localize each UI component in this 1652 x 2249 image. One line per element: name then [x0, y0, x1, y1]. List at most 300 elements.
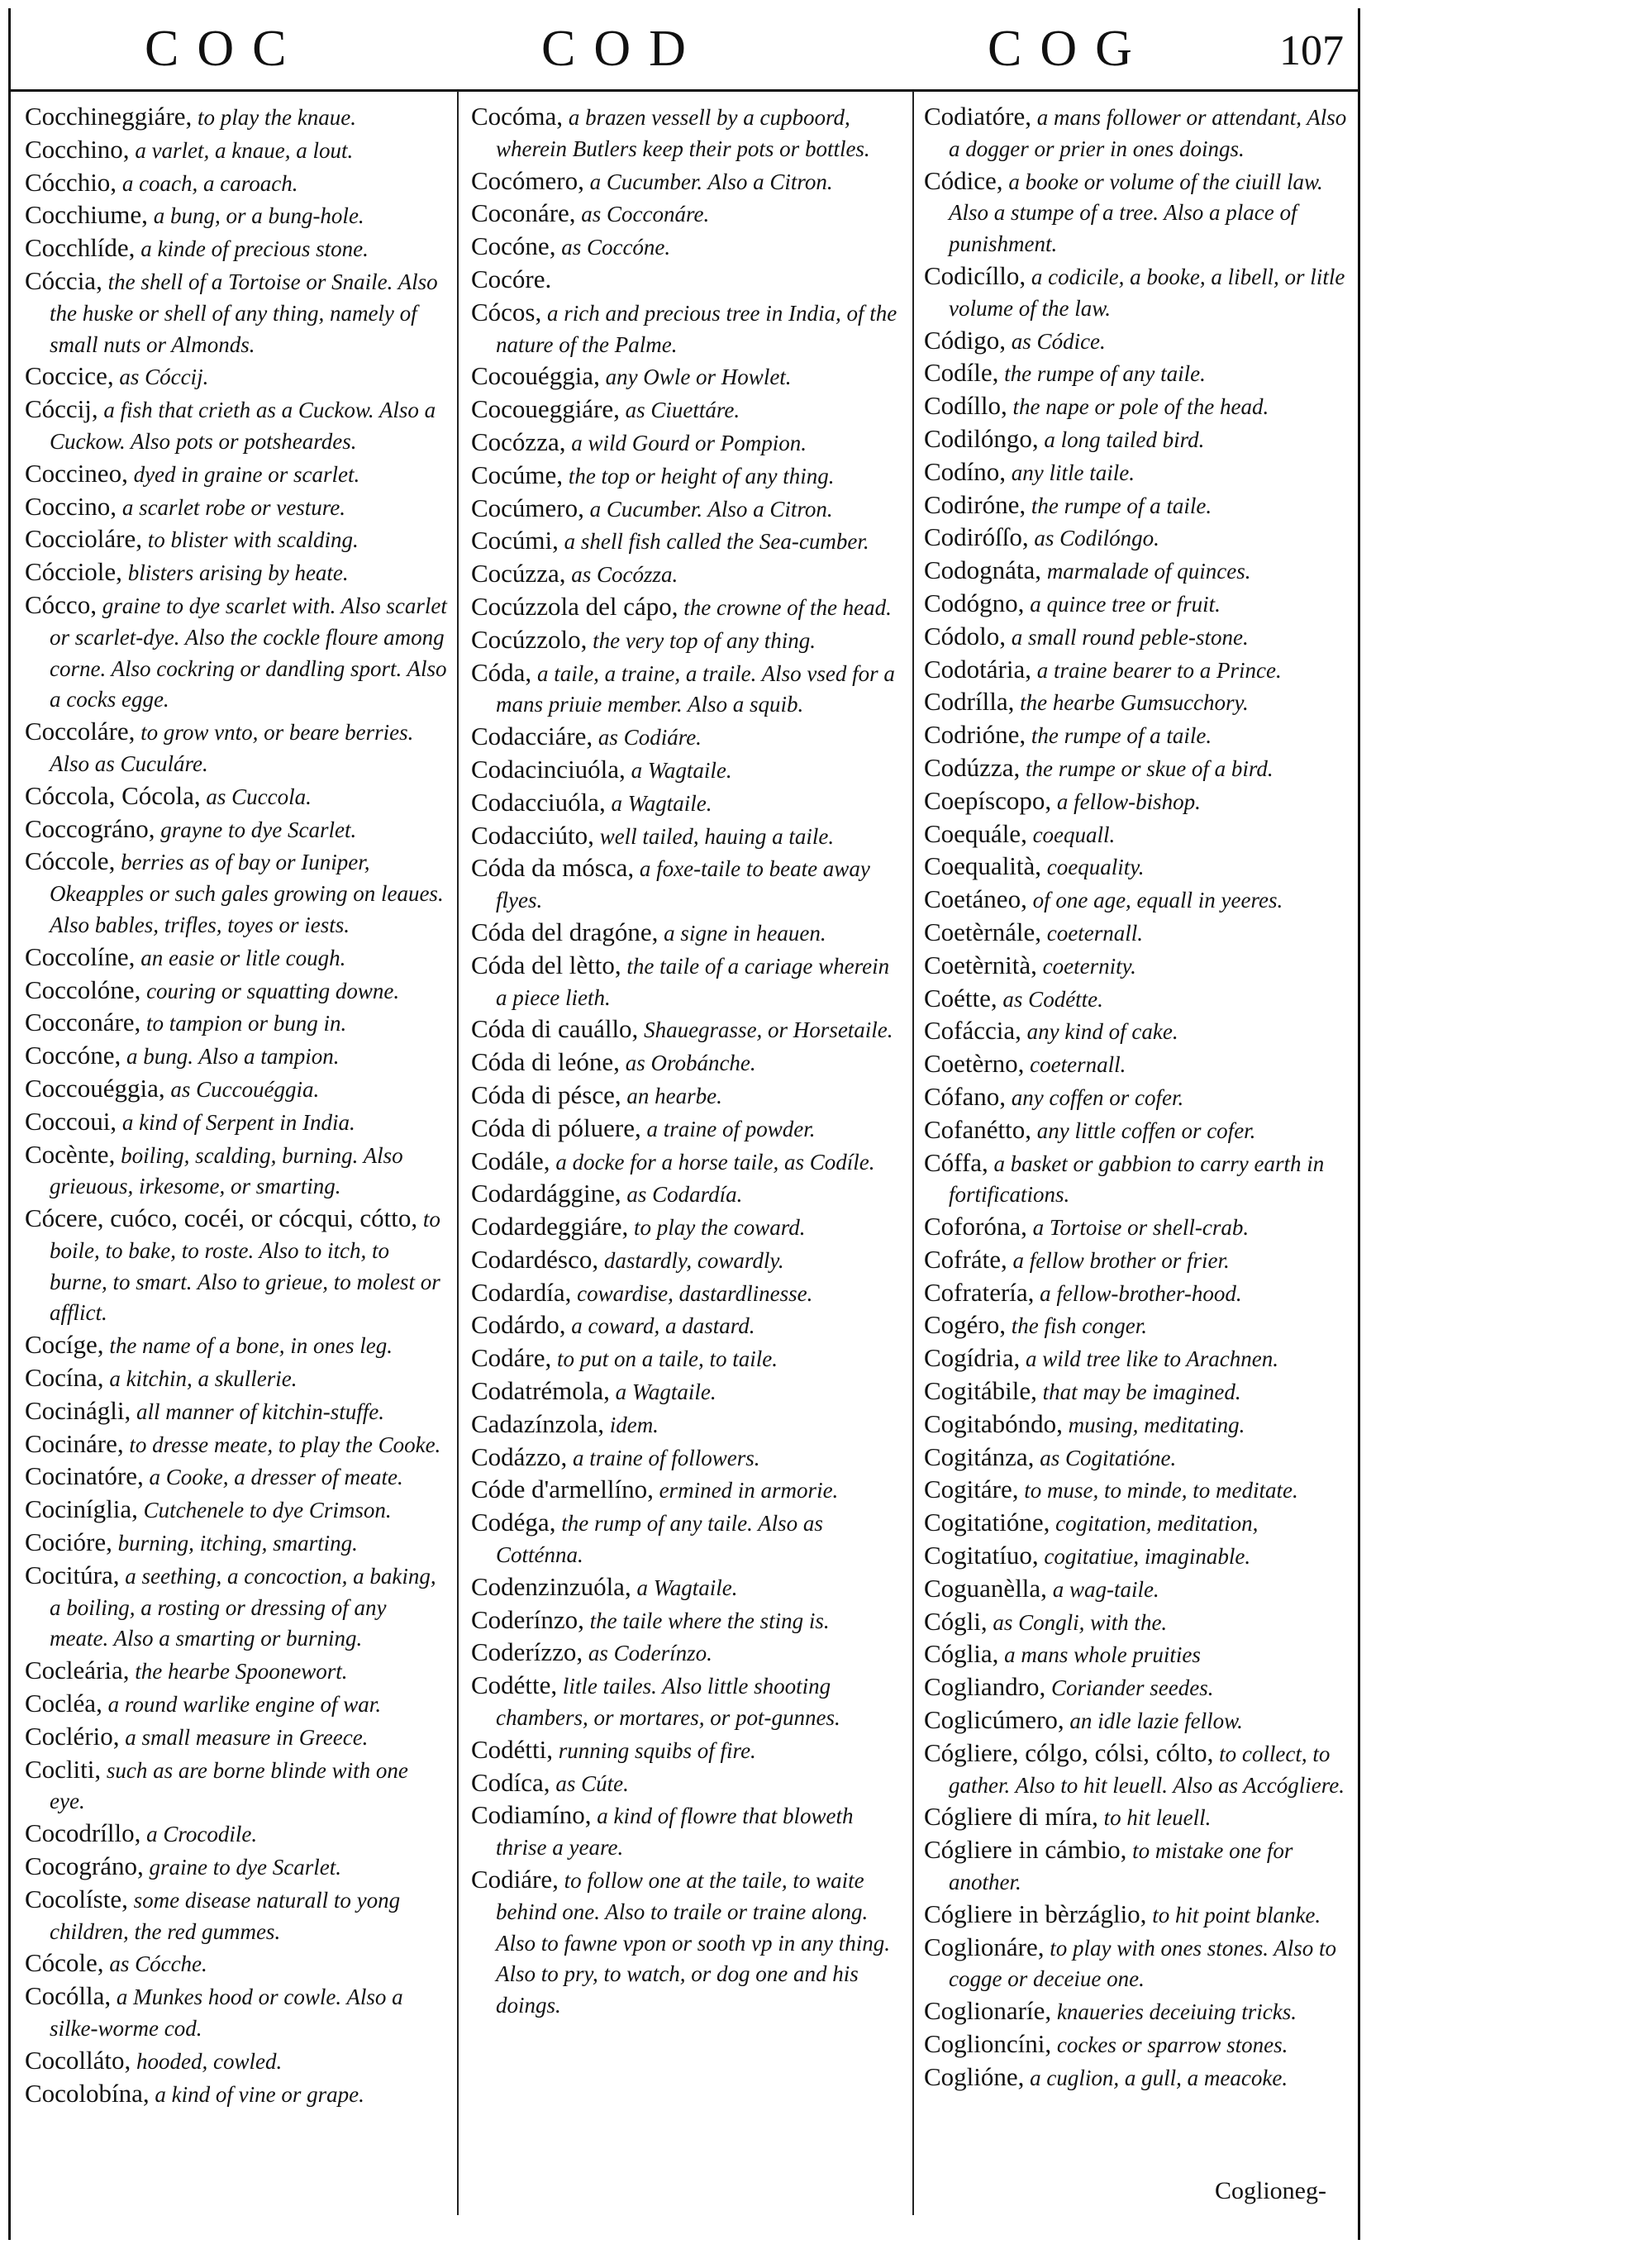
- headword: Coccouéggia,: [25, 1073, 165, 1103]
- definition: knaueries deceiuing tricks.: [1056, 1999, 1297, 2025]
- headword: Cocchino,: [25, 134, 130, 164]
- definition: as Cúte.: [555, 1770, 629, 1796]
- definition: a small round peble-stone.: [1011, 624, 1249, 650]
- definition: running squibs of fire.: [558, 1737, 756, 1763]
- definition: Cutchenele to dye Crimson.: [143, 1498, 392, 1523]
- dictionary-entry: [471, 1441, 901, 1475]
- definition: berries as of bay or Iuniper, Okeapples or such gales growing on leaues. Also bables, trifles, toyes or iests.: [50, 850, 444, 937]
- headword: Coconáre,: [471, 198, 576, 228]
- headword: Códe d'armellíno,: [471, 1475, 654, 1504]
- dictionary-entry: [924, 1638, 1350, 1671]
- dictionary-entry: [471, 917, 901, 950]
- headword: Codógno,: [924, 588, 1025, 617]
- dictionary-entry: [471, 787, 901, 820]
- headword: Cogitábile,: [924, 1376, 1037, 1406]
- definition: a mans follower or attendant, Also a dogger or prier in ones doings.: [949, 105, 1347, 161]
- dictionary-entry: [25, 941, 448, 974]
- definition: to play the knaue.: [198, 105, 356, 130]
- headword: Cogitáre,: [924, 1475, 1019, 1504]
- definition: a shell fish called the Sea-cumber.: [564, 529, 869, 555]
- definition: a Cooke, a dresser of meate.: [149, 1465, 403, 1490]
- headword: Coccolóne,: [25, 974, 141, 1004]
- definition: the hearbe Spoonewort.: [135, 1659, 348, 1684]
- headword: Cocúmi,: [471, 526, 559, 555]
- definition: a Cucumber. Also a Citron.: [589, 496, 833, 522]
- definition: to follow one at the taile, to waite behind one. Also to traile or traine along. Also to fawne vpon or sooth vp in any thing. Also to pry, to watch, or dog one and his doings.: [496, 1868, 890, 2018]
- column-3: [924, 101, 1350, 2217]
- dictionary-entry: [924, 1441, 1350, 1475]
- dictionary-entry: [924, 1540, 1350, 1573]
- definition: to dresse meate, to play the Cooke.: [129, 1432, 441, 1457]
- running-head-right: COG: [988, 21, 1150, 77]
- headword: Coccino,: [25, 491, 117, 521]
- definition: hooded, cowled.: [136, 2048, 283, 2074]
- definition: as Cócche.: [109, 1951, 207, 1977]
- headword: Cogliandro,: [924, 1672, 1046, 1702]
- headword: Coccóne,: [25, 1041, 121, 1070]
- dictionary-entry: [25, 1754, 448, 1818]
- definition: as Cóccij.: [119, 365, 209, 390]
- dictionary-entry: [924, 1048, 1350, 1081]
- dictionary-entry: [25, 1947, 448, 1980]
- dictionary-entry: [471, 1734, 901, 1767]
- dictionary-entry: [471, 1342, 901, 1375]
- definition: a scarlet robe or vesture.: [121, 494, 346, 520]
- headword: Cocíge,: [25, 1330, 104, 1360]
- headword: Cogitatióne,: [924, 1508, 1050, 1537]
- headword: Cocitúra,: [25, 1560, 120, 1589]
- dictionary-entry: [924, 555, 1350, 588]
- headword: Cocúme,: [471, 460, 564, 489]
- definition: an idle lazie fellow.: [1069, 1708, 1243, 1734]
- headword: Codiáre,: [471, 1865, 559, 1894]
- definition: the shell of a Tortoise or Snaile. Also the huske or shell of any thing, namely of small nuts or Almonds.: [50, 269, 438, 357]
- definition: a Wagtaile.: [615, 1379, 717, 1405]
- definition: a brazen vessell by a cupboord, wherein Butlers keep their pots or bottles.: [496, 105, 870, 161]
- definition: the nape or pole of the head.: [1012, 394, 1269, 420]
- headword: Codíca,: [471, 1767, 550, 1797]
- dictionary-entry: [471, 558, 901, 591]
- headword: Coglicúmero,: [924, 1705, 1064, 1735]
- dictionary-entry: [471, 624, 901, 657]
- definition: any Owle or Howlet.: [605, 365, 792, 390]
- headword: Cocúmero,: [471, 493, 584, 522]
- dictionary-entry: [471, 101, 901, 165]
- headword: Codrióne,: [924, 720, 1026, 750]
- headword: Cógliere di míra,: [924, 1802, 1098, 1832]
- headword: Coccioláre,: [25, 524, 143, 554]
- headword: Coetèrnále,: [924, 917, 1042, 946]
- definition: the fish conger.: [1011, 1313, 1147, 1339]
- headword: Codatrémola,: [471, 1376, 610, 1406]
- definition: a signe in heauen.: [664, 920, 826, 946]
- headword: Coetèrno,: [924, 1049, 1025, 1079]
- definition: a Crocodile.: [146, 1822, 258, 1847]
- headword: Coepíscopo,: [924, 785, 1052, 815]
- page-number: 107: [1279, 27, 1344, 74]
- headword: Código,: [924, 325, 1007, 355]
- dictionary-entry: [471, 754, 901, 787]
- column-rule: [457, 91, 459, 2215]
- definition: a round warlike engine of war.: [107, 1692, 382, 1718]
- dictionary-entry: [25, 1106, 448, 1139]
- dictionary-entry: [25, 2045, 448, 2078]
- headword: Cóglia,: [924, 1639, 999, 1669]
- dictionary-entry: [25, 846, 448, 941]
- dictionary-entry: [924, 1342, 1350, 1375]
- dictionary-entry: [471, 297, 901, 361]
- definition: to hit point blanke.: [1152, 1902, 1321, 1927]
- headword: Cocográno,: [25, 1851, 144, 1881]
- headword: Cocolláto,: [25, 2045, 131, 2075]
- definition: Coriander seedes.: [1051, 1675, 1214, 1701]
- dictionary-entry: [924, 818, 1350, 851]
- definition: a small measure in Greece.: [125, 1724, 369, 1750]
- running-head-left: COC: [145, 21, 305, 77]
- dictionary-entry: [471, 1408, 901, 1441]
- headword: Cocózza,: [471, 426, 566, 456]
- headword: Códolo,: [924, 621, 1007, 650]
- dictionary-entry: [471, 1244, 901, 1277]
- headword: Codúzza,: [924, 752, 1021, 782]
- dictionary-entry: [471, 1277, 901, 1310]
- headword: Codenzinzuóla,: [471, 1571, 631, 1601]
- headword: Cocolíste,: [25, 1884, 128, 1913]
- headword: Codíno,: [924, 456, 1007, 486]
- definition: a bung, or a bung-hole.: [153, 203, 364, 229]
- column-2: [471, 101, 901, 2217]
- dictionary-entry: [25, 1655, 448, 1688]
- dictionary-entry: [471, 231, 901, 264]
- headword: Códa del dragóne,: [471, 917, 659, 946]
- definition: a kind of flowre that bloweth thrise a yeare.: [496, 1803, 854, 1861]
- headword: Coequalità,: [924, 851, 1042, 881]
- headword: Cócos,: [471, 297, 542, 326]
- headword: Cocchlíde,: [25, 233, 136, 263]
- dictionary-entry: [471, 1178, 901, 1211]
- headword: Cógliere in cámbio,: [924, 1835, 1127, 1865]
- headword: Codardeggiáre,: [471, 1212, 629, 1241]
- definition: a wag-taile.: [1052, 1576, 1159, 1602]
- headword: Cóccia,: [25, 265, 102, 295]
- headword: Codacciáre,: [471, 722, 593, 751]
- dictionary-entry: [924, 719, 1350, 752]
- headword: Cocína,: [25, 1363, 104, 1393]
- headword: Cogídria,: [924, 1343, 1021, 1373]
- definition: the top or height of any thing.: [568, 463, 835, 488]
- definition: as Cuccouéggia.: [170, 1076, 320, 1102]
- dictionary-entry: [25, 1395, 448, 1428]
- definition: a Munkes hood or cowle. Also a silke-worme cod.: [50, 1985, 403, 2042]
- definition: a booke or volume of the ciuill law. Also a stumpe of a tree. Also a place of punishment.: [949, 169, 1323, 257]
- definition: a seething, a concoction, a baking, a boiling, a rosting or dressing of any meate. Also a smarting or burning.: [50, 1563, 436, 1651]
- definition: coeternall.: [1030, 1052, 1126, 1078]
- headword: Cóffa,: [924, 1147, 988, 1177]
- headword: Codále,: [471, 1146, 550, 1175]
- definition: to blister with scalding.: [147, 527, 359, 553]
- dictionary-entry: [471, 657, 901, 722]
- headword: Codárdo,: [471, 1310, 566, 1340]
- dictionary-entry: [471, 950, 901, 1014]
- dictionary-entry: [924, 357, 1350, 390]
- headword: Cocúzzola del cápo,: [471, 591, 678, 621]
- definition: a foxe-taile to beate away flyes.: [496, 856, 870, 913]
- headword: Cadazínzola,: [471, 1408, 604, 1438]
- dictionary-entry: [924, 2028, 1350, 2061]
- definition: coequality.: [1046, 855, 1145, 880]
- dictionary-entry: [471, 721, 901, 754]
- definition: dyed in graine or scarlet.: [133, 461, 360, 487]
- definition: any little coffen or cofer.: [1036, 1117, 1256, 1143]
- definition: a traine bearer to a Prince.: [1036, 657, 1282, 683]
- headword: Cocúzzolo,: [471, 624, 588, 654]
- definition: a kinde of precious stone.: [140, 236, 369, 262]
- definition: some disease naturall to yong children, the red gummes.: [50, 1887, 401, 1944]
- definition: to tampion or bung in.: [146, 1011, 347, 1036]
- dictionary-entry: [924, 621, 1350, 654]
- dictionary-entry: [25, 393, 448, 458]
- dictionary-entry: [471, 1864, 901, 2022]
- dictionary-entry: [471, 1604, 901, 1637]
- definition: boiling, scalding, burning. Also grieuous, irkesome, or smarting.: [50, 1142, 403, 1199]
- headword: Códa del lètto,: [471, 950, 621, 979]
- dictionary-entry: [471, 1309, 901, 1342]
- dictionary-entry: [924, 1081, 1350, 1114]
- dictionary-entry: [25, 813, 448, 846]
- definition: as Orobánche.: [625, 1051, 756, 1076]
- dictionary-entry: [25, 974, 448, 1008]
- dictionary-entry: [25, 1073, 448, 1106]
- dictionary-entry: [924, 1244, 1350, 1277]
- definition: as Congli, with the.: [993, 1609, 1168, 1635]
- headword: Codicíllo,: [924, 260, 1026, 290]
- headword: Codognáta,: [924, 555, 1042, 585]
- definition: a bung. Also a tampion.: [126, 1044, 340, 1070]
- headword: Cocoueggiáre,: [471, 394, 620, 424]
- headword: Codétte,: [471, 1670, 558, 1700]
- definition: any coffen or cofer.: [1011, 1084, 1184, 1110]
- definition: to put on a taile, to taile.: [557, 1346, 778, 1372]
- dictionary-entry: [25, 1203, 448, 1329]
- headword: Cocináre,: [25, 1428, 124, 1458]
- definition: a traine of followers.: [572, 1445, 760, 1470]
- dictionary-entry: [924, 423, 1350, 456]
- definition: cogitatiue, imaginable.: [1044, 1544, 1251, 1570]
- dictionary-entry: [25, 1721, 448, 1754]
- definition: litle tailes. Also little shooting chambers, or mortares, or pot-gunnes.: [496, 1674, 840, 1731]
- dictionary-entry: [471, 1571, 901, 1604]
- definition: to grow vnto, or beare berries. Also as Cuculáre.: [50, 720, 414, 776]
- dictionary-entry: [924, 1211, 1350, 1244]
- headword: Cocconáre,: [25, 1008, 141, 1037]
- dictionary-entry: [25, 491, 448, 524]
- definition: the rump of any taile. Also as Cotténna.: [496, 1511, 823, 1568]
- dictionary-entry: [471, 264, 901, 297]
- headword: Codacinciuóla,: [471, 754, 626, 784]
- dictionary-entry: [924, 785, 1350, 818]
- dictionary-entry: [924, 1834, 1350, 1899]
- dictionary-entry: [25, 1460, 448, 1494]
- headword: Códa di cauállo,: [471, 1014, 639, 1044]
- dictionary-entry: [924, 1995, 1350, 2028]
- headword: Codázzo,: [471, 1441, 568, 1471]
- dictionary-entry: [924, 1375, 1350, 1408]
- headword: Coccoláre,: [25, 717, 136, 746]
- dictionary-entry: [25, 1007, 448, 1040]
- headword: Cócere, cuóco, cocéi, or cócqui, cótto,: [25, 1203, 418, 1233]
- dictionary-entry: [924, 1408, 1350, 1441]
- headword: Codiatóre,: [924, 102, 1031, 131]
- dictionary-entry: [471, 591, 901, 624]
- dictionary-entry: [25, 167, 448, 200]
- column-rule: [912, 91, 914, 2215]
- dictionary-entry: [25, 101, 448, 134]
- definition: the name of a bone, in ones leg.: [109, 1333, 393, 1359]
- dictionary-entry: [25, 1527, 448, 1560]
- headword: Cógli,: [924, 1606, 988, 1636]
- definition: as Códice.: [1011, 328, 1106, 354]
- definition: such as are borne blinde with one eye.: [50, 1757, 408, 1814]
- dictionary-entry: [25, 265, 448, 360]
- header-rule: [8, 89, 1358, 92]
- definition: coequall.: [1032, 822, 1116, 847]
- definition: a fellow brother or frier.: [1012, 1247, 1230, 1273]
- dictionary-entry: [924, 1671, 1350, 1704]
- headword: Coglionáre,: [924, 1932, 1045, 1961]
- headword: Cocodríllo,: [25, 1818, 141, 1848]
- headword: Codacciúto,: [471, 820, 594, 850]
- definition: the very top of any thing.: [593, 627, 816, 653]
- headword: Coderínzo,: [471, 1604, 584, 1634]
- dictionary-entry: [924, 390, 1350, 423]
- dictionary-entry: [924, 1932, 1350, 1996]
- headword: Cofáccia,: [924, 1016, 1021, 1046]
- definition: as Cocconáre.: [581, 202, 710, 227]
- definition: a kind of vine or grape.: [155, 2081, 364, 2107]
- headword: Codéga,: [471, 1508, 556, 1537]
- dictionary-entry: [471, 525, 901, 558]
- headword: Coetèrnità,: [924, 950, 1037, 979]
- headword: Cocinágli,: [25, 1395, 131, 1425]
- headword: Cóccij,: [25, 394, 98, 424]
- dictionary-entry: [25, 589, 448, 716]
- dictionary-entry: [25, 360, 448, 393]
- definition: cockes or sparrow stones.: [1056, 2032, 1288, 2058]
- headword: Codardía,: [471, 1277, 572, 1307]
- headword: Coequále,: [924, 818, 1027, 848]
- definition: a coward, a dastard.: [571, 1313, 755, 1339]
- dictionary-entry: [924, 1507, 1350, 1540]
- definition: graine to dye scarlet with. Also scarlet or scarlet-dye. Also the cockle floure among corne. Also cockring or dandling sport. Also a cocks egge.: [50, 593, 447, 712]
- headword: Códa di póluere,: [471, 1113, 641, 1142]
- headword: Cocleária,: [25, 1656, 130, 1685]
- definition: a codicile, a booke, a libell, or litle volume of the law.: [949, 264, 1345, 321]
- catchword: Coglioneg-: [1215, 2177, 1326, 2204]
- dictionary-entry: [924, 950, 1350, 983]
- headword: Códice,: [924, 165, 1003, 195]
- dictionary-entry: [924, 588, 1350, 621]
- headword: Coforóna,: [924, 1212, 1027, 1241]
- definition: coeternall.: [1046, 920, 1143, 946]
- definition: the hearbe Gumsucchory.: [1020, 690, 1249, 716]
- headword: Cóccole,: [25, 846, 116, 876]
- dictionary-entry: [471, 1079, 901, 1113]
- dictionary-entry: [924, 101, 1350, 165]
- definition: musing, meditating.: [1068, 1412, 1245, 1437]
- definition: the rumpe or skue of a bird.: [1025, 755, 1274, 781]
- headword: Codíllo,: [924, 391, 1007, 421]
- dictionary-entry: [924, 1899, 1350, 1932]
- dictionary-entry: [924, 325, 1350, 358]
- definition: cogitation, meditation,: [1055, 1511, 1259, 1537]
- dictionary-entry: [25, 1139, 448, 1203]
- definition: as Cocózza.: [571, 562, 678, 588]
- definition: couring or squatting downe.: [146, 978, 400, 1003]
- definition: graine to dye Scarlet.: [149, 1855, 341, 1880]
- dictionary-entry: [924, 522, 1350, 555]
- dictionary-entry: [25, 199, 448, 232]
- definition: a wild tree like to Arachnen.: [1026, 1346, 1278, 1372]
- dictionary-entry: [924, 917, 1350, 950]
- dictionary-entry: [25, 1040, 448, 1073]
- headword: Cocènte,: [25, 1139, 116, 1169]
- definition: any litle taile.: [1011, 460, 1135, 485]
- headword: Cogéro,: [924, 1310, 1007, 1340]
- definition: an hearbe.: [626, 1083, 722, 1108]
- dictionary-entry: [471, 493, 901, 526]
- definition: a Wagtaile.: [631, 757, 732, 783]
- dictionary-entry: [924, 1147, 1350, 1212]
- definition: as Codiáre.: [597, 725, 702, 750]
- definition: a Cucumber. Also a Citron.: [589, 169, 833, 194]
- column-1: [25, 101, 448, 2217]
- headword: Cóccola, Cócola,: [25, 780, 201, 810]
- headword: Cocómero,: [471, 165, 584, 195]
- dictionary-entry: [924, 686, 1350, 719]
- definition: to collect, to gather. Also to hit leuell. Also as Accógliere.: [949, 1741, 1345, 1798]
- headword: Coccineo,: [25, 458, 128, 488]
- definition: the taile where the sting is.: [589, 1608, 830, 1633]
- headword: Coderízzo,: [471, 1637, 583, 1667]
- headword: Codardésco,: [471, 1244, 599, 1274]
- headword: Coclério,: [25, 1721, 120, 1751]
- dictionary-entry: [25, 780, 448, 813]
- dictionary-entry: [924, 1309, 1350, 1342]
- dictionary-entry: [924, 1015, 1350, 1048]
- headword: Codotária,: [924, 654, 1031, 684]
- dictionary-entry: [25, 523, 448, 556]
- headword: Cócco,: [25, 589, 97, 619]
- dictionary-entry: [471, 1146, 901, 1179]
- dictionary-entry: [924, 456, 1350, 489]
- definition: marmalade of quinces.: [1046, 559, 1251, 584]
- headword: Coétte,: [924, 983, 997, 1013]
- running-head-center: COD: [541, 21, 704, 77]
- definition: a rich and precious tree in India, of the nature of the Palme.: [496, 300, 897, 357]
- definition: an easie or litle cough.: [140, 945, 346, 970]
- headword: Cocléa,: [25, 1689, 102, 1718]
- dictionary-entry: [25, 1851, 448, 1884]
- dictionary-entry: [471, 1046, 901, 1079]
- definition: a fellow-brother-hood.: [1040, 1280, 1242, 1306]
- headword: Cocouéggia,: [471, 361, 600, 391]
- dictionary-entry: [924, 752, 1350, 785]
- definition: as Coccóne.: [561, 235, 671, 260]
- dictionary-entry: [924, 851, 1350, 884]
- definition: as Ciuettáre.: [625, 398, 740, 423]
- headword: Cófano,: [924, 1081, 1007, 1111]
- definition: dastardly, cowardly.: [603, 1247, 784, 1273]
